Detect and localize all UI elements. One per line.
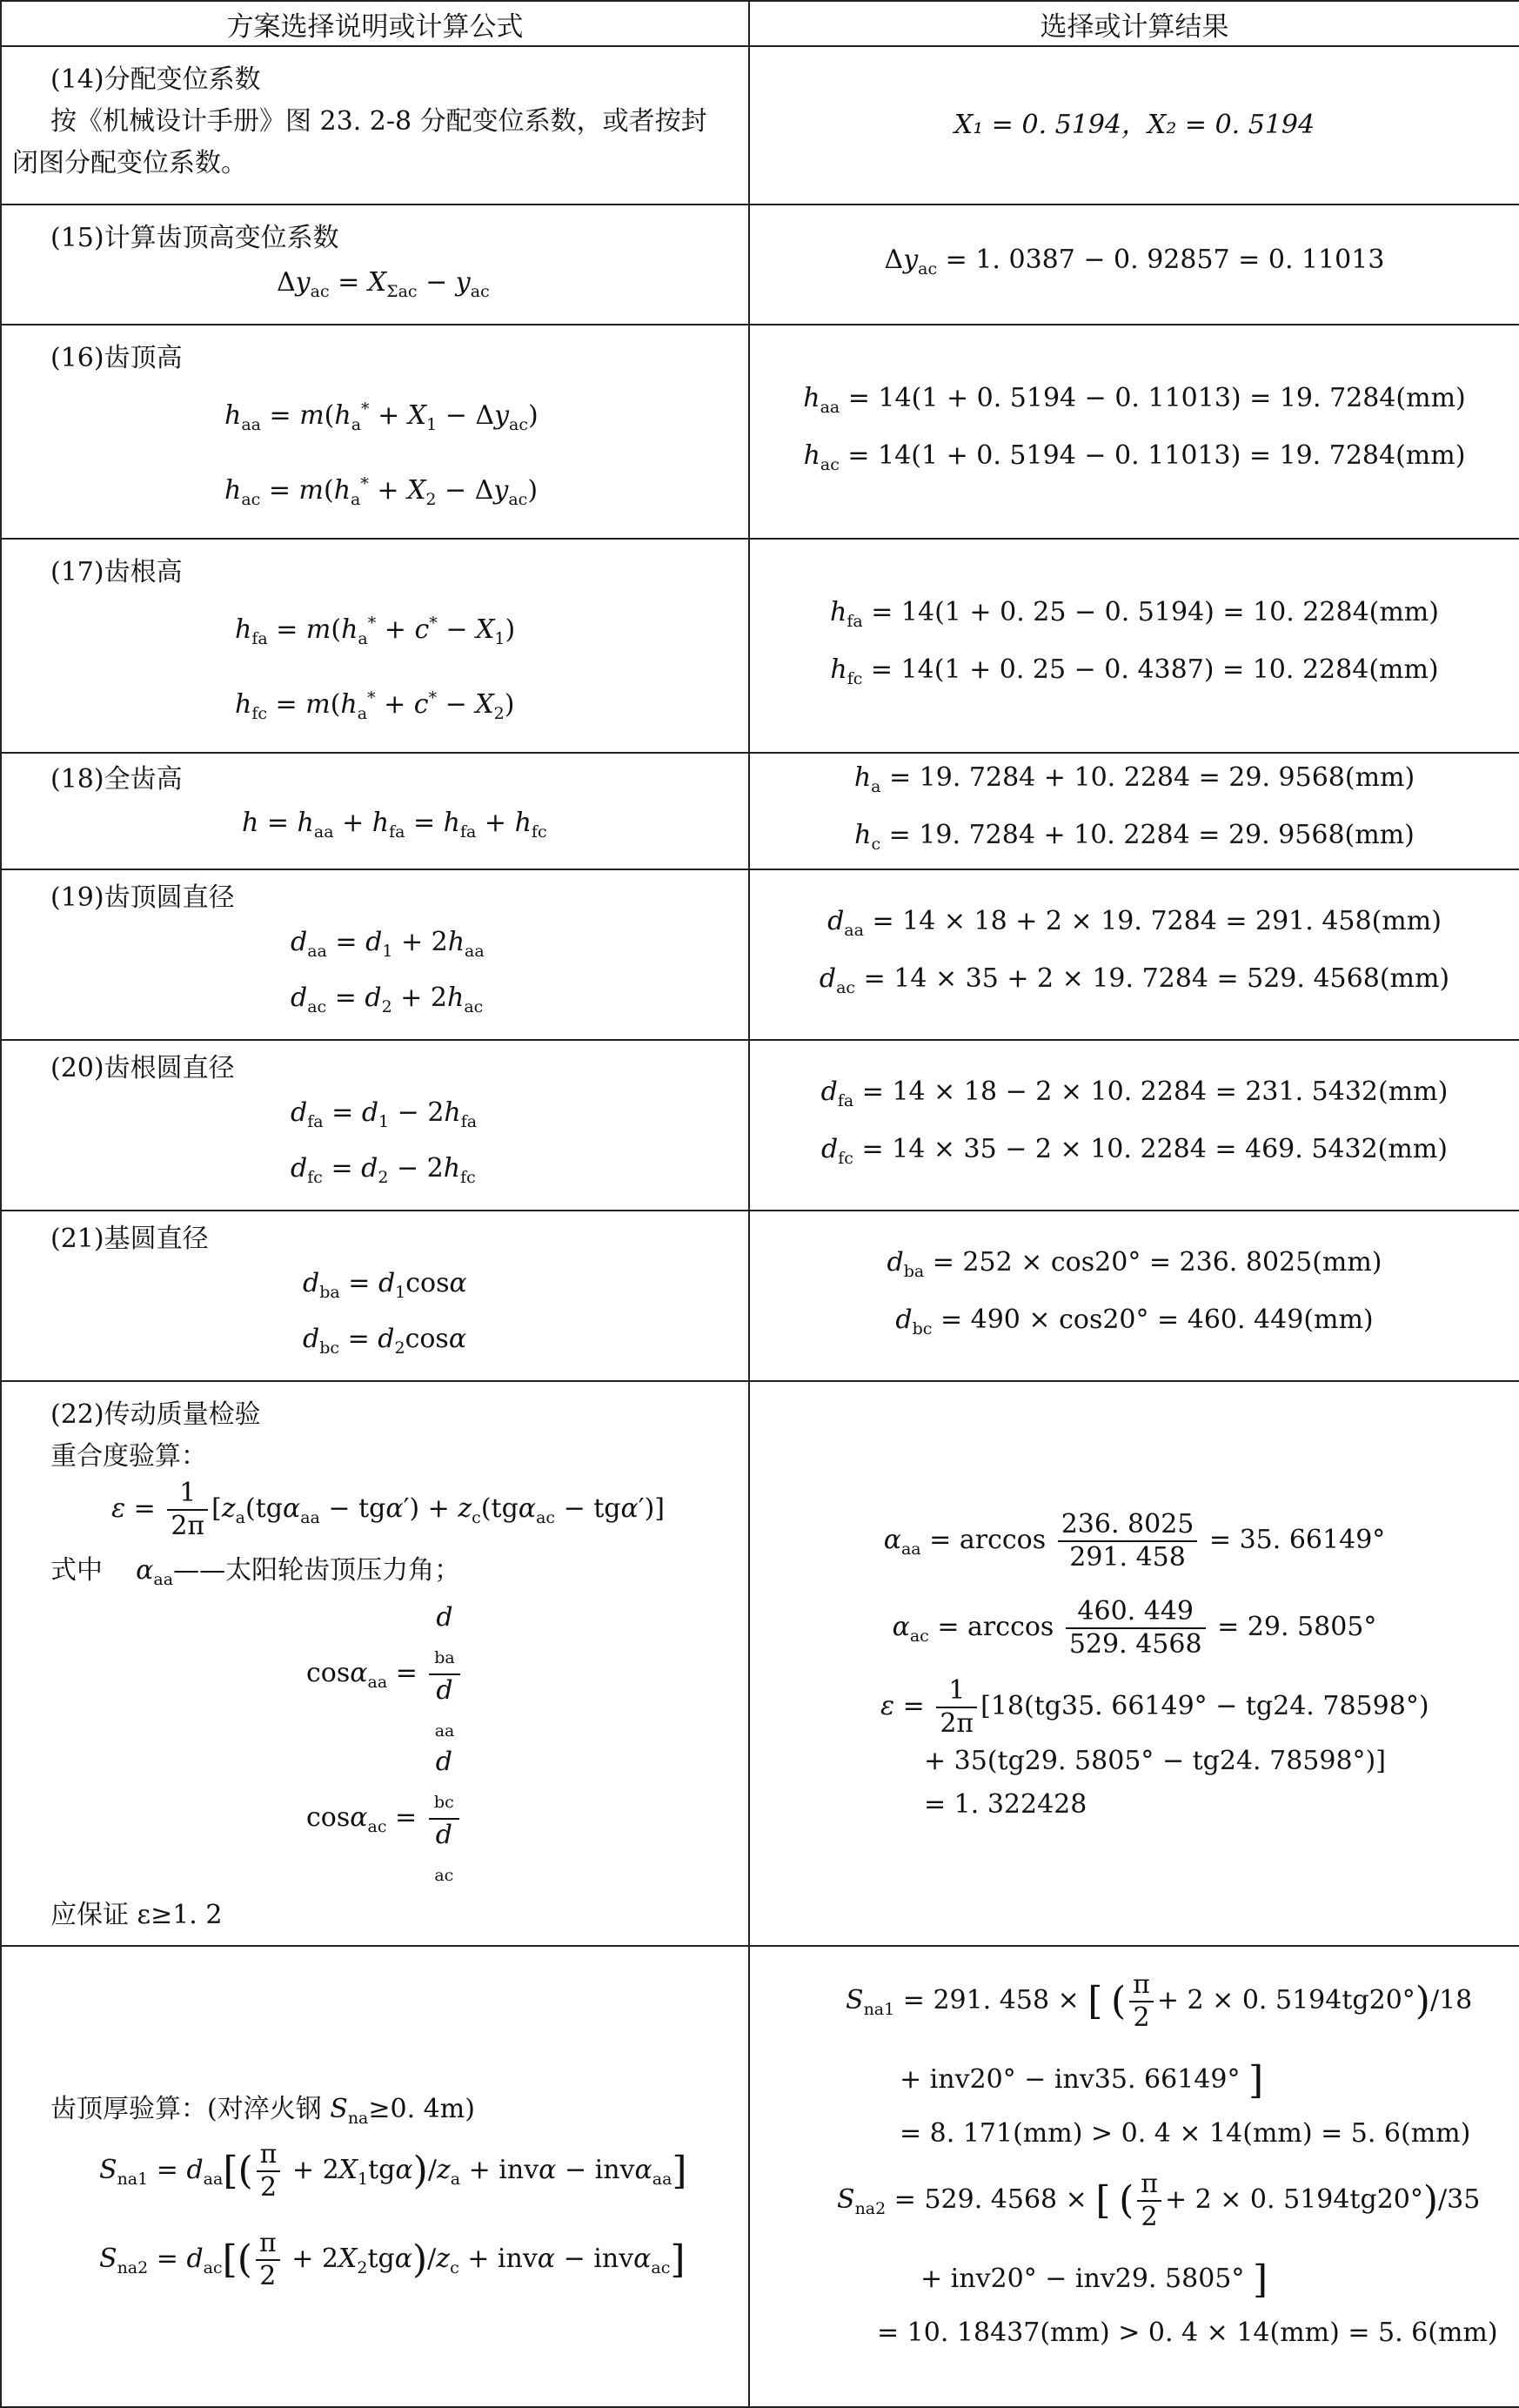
result-epsilon-2: + 35(tg29. 5805° − tg24. 78598°)] bbox=[924, 1745, 1386, 1776]
row-result: $\Delta y_{ac} = 1$. 0387 − 0. 92857 = 0. 11013 bbox=[884, 245, 1385, 278]
row-text: 按《机械设计手册》图 23. 2-8 分配变位系数，或者按封 bbox=[50, 106, 707, 137]
row-result: X₁ = 0. 5194，X₂ = 0. 5194 bbox=[954, 110, 1315, 140]
formula-hfa: $h_{fa} = m(h_a^* + c^* - X_1)$ bbox=[235, 614, 516, 648]
formula-dac: $d_{ac} = d_2 + 2h_{ac}$ bbox=[291, 983, 484, 1016]
formula-daa: $d_{aa} = d_1 + 2h_{aa}$ bbox=[291, 927, 485, 961]
result-sna2-2: + inv20° − inv29. 5805° ] bbox=[920, 2257, 1268, 2302]
formula-dfa: $d_{fa} = d_1 - 2h_{fa}$ bbox=[291, 1097, 478, 1131]
result-epsilon-3: = 1. 322428 bbox=[924, 1788, 1087, 1820]
result-dfc: $d_{fc} = 14 \times 35 - 2 \times 10$. 2284 = 469. 5432(mm) bbox=[821, 1134, 1448, 1168]
row-title: (21)基圆直径 bbox=[50, 1224, 209, 1254]
formula-cos-aa: cosα$_{aa}$ = d $_{ba}$ d $_{aa}$ bbox=[50, 1602, 748, 1747]
header-right: 选择或计算结果 bbox=[749, 1, 1519, 46]
row-title: 齿顶厚验算：(对淬火钢 $S_{na}\ge 0$. 4m) bbox=[50, 2094, 475, 2128]
row-15 bbox=[1, 205, 1519, 325]
row-title: (15)计算齿顶高变位系数 bbox=[50, 223, 339, 253]
row-14 bbox=[1, 46, 1519, 205]
row-16 bbox=[1, 325, 1519, 539]
formula-haa: $h_{aa} = m(h_a^* + X_1 - \Delta y_{ac})$ bbox=[224, 399, 539, 434]
header-left: 方案选择说明或计算公式 bbox=[1, 1, 749, 46]
formula-dfc: $d_{fc} = d_2 - 2h_{fc}$ bbox=[291, 1153, 476, 1187]
formula-cos-ac: cosα$_{ac}$ = d $_{bc}$ d $_{ac}$ bbox=[50, 1747, 748, 1891]
row-22 bbox=[1, 1381, 1519, 1946]
row-title: (22)传动质量检验 bbox=[50, 1399, 261, 1430]
row-tooth-thickness bbox=[1, 1946, 1519, 2407]
result-sna2-3: = 10. 18437(mm) > 0. 4 × 14(mm) = 5. 6(mm) bbox=[877, 2317, 1498, 2348]
row-title: (19)齿顶圆直径 bbox=[50, 882, 235, 913]
row-title: (17)齿根高 bbox=[50, 557, 183, 587]
row-title: (14)分配变位系数 bbox=[50, 64, 261, 95]
formula: $\Delta y_{ac} = X_{\Sigma ac} - y_{ac}$ bbox=[277, 267, 490, 301]
result-sna1-2: + inv20° − inv35. 66149° ] bbox=[900, 2058, 1264, 2103]
row-text: 闭图分配变位系数。 bbox=[12, 148, 247, 178]
result-sna1-3: = 8. 171(mm) > 0. 4 × 14(mm) = 5. 6(mm) bbox=[900, 2118, 1471, 2149]
result-alpha-aa: $\alpha_{aa} = \arccos$ $\frac{236. 8025}{291. 458}$ = 35. 66149° bbox=[883, 1508, 1386, 1573]
result-dba: $d_{ba} = 252 \times \cos 20^\circ = 236$. 8025(mm) bbox=[887, 1247, 1382, 1281]
formula-dba: $d_{ba} = d_1\cos\alpha$ bbox=[303, 1268, 467, 1302]
result-hfc: $h_{fc} = 14(1 + 0$. 25 − 0. 4387) = 10. 2284(mm) bbox=[830, 654, 1439, 688]
row-subtitle: 重合度验算： bbox=[50, 1441, 207, 1472]
result-sna2-1: $S_{na2} = 529$. 4568 × [ ( $\frac{\pi}{2}$ + 2 × 0. 5194tg20°)/35 bbox=[837, 2169, 1481, 2232]
formula-hfc: $h_{fc} = m(h_a^* + c^* - X_2)$ bbox=[235, 688, 515, 723]
formula-hac: $h_{ac} = m(h_a^* + X_2 - \Delta y_{ac})$ bbox=[224, 474, 539, 509]
result-epsilon-1: ε = $\frac{1}{2\pi}$ [18(tg35. 66149° − tg24. 78598°) bbox=[880, 1674, 1429, 1739]
result-alpha-ac: $\alpha_{ac} = \arccos$ $\frac{460. 449}{529. 4568}$ = 29. 5805° bbox=[892, 1595, 1377, 1660]
result-dbc: $d_{bc} = 490 \times \cos 20^\circ = 460$. 449(mm) bbox=[895, 1305, 1374, 1338]
alpha-description: 式中 $\alpha_{aa}——$太阳轮齿顶压力角； bbox=[50, 1555, 461, 1589]
row-title: (18)全齿高 bbox=[50, 764, 183, 795]
formula-sna2: $S_{na2} = d_{ac}$[( $\frac{\pi}{2}$ + $2X_2tg\alpha)/z_c + inv\alpha - inv\alpha_{ac}$] bbox=[99, 2228, 686, 2291]
result-haa: $h_{aa} = 14(1 + 0$. 5194 − 0. 11013) = 19. 7284(mm) bbox=[803, 383, 1466, 417]
formula-h: $h = h_{aa} + h_{fa} = h_{fa} + h_{fc}$ bbox=[242, 808, 547, 842]
formula-dbc: $d_{bc} = d_2\cos\alpha$ bbox=[303, 1324, 467, 1358]
row-20 bbox=[1, 1040, 1519, 1211]
result-dac: $d_{ac} = 14 \times 35 + 2 \times 19$. 7284 = 529. 4568(mm) bbox=[819, 963, 1450, 997]
formula-epsilon: ε = $\frac{1}{2\pi}$ $[z_a(tg\alpha_{aa} - tg\alpha') + z_c(tg\alpha_{ac} - tg\alpha')]$ bbox=[111, 1478, 665, 1541]
row-18 bbox=[1, 753, 1519, 869]
row-21 bbox=[1, 1211, 1519, 1381]
result-hac: $h_{ac} = 14(1 + 0$. 5194 − 0. 11013) = 19. 7284(mm) bbox=[803, 440, 1466, 474]
result-ha: $h_a = 19$. 7284 + 10. 2284 = 29. 9568(mm) bbox=[853, 762, 1415, 796]
row-title: (20)齿根圆直径 bbox=[50, 1053, 235, 1083]
result-hc: $h_c = 19$. 7284 + 10. 2284 = 29. 9568(mm) bbox=[854, 820, 1415, 854]
row-19 bbox=[1, 869, 1519, 1040]
condition: 应保证 ε≥1. 2 bbox=[50, 1900, 223, 1930]
result-sna1-1: $S_{na1} = 291$. 458 × [ ( $\frac{\pi}{2}$ + 2 × 0. 5194tg20°)/18 bbox=[846, 1969, 1473, 2033]
result-dfa: $d_{fa} = 14 \times 18 - 2 \times 10$. 2284 = 231. 5432(mm) bbox=[820, 1077, 1449, 1110]
result-hfa: $h_{fa} = 14(1 + 0$. 25 − 0. 5194) = 10. 2284(mm) bbox=[830, 597, 1439, 631]
row-17 bbox=[1, 539, 1519, 753]
formula-sna1: $S_{na1} = d_{aa}$[( $\frac{\pi}{2}$ + $2X_1tg\alpha)/z_a + inv\alpha - inv\alpha_{aa}$] bbox=[99, 2139, 687, 2203]
row-title: (16)齿顶高 bbox=[50, 343, 183, 373]
result-daa: $d_{aa} = 14 \times 18 + 2 \times 19$. 7284 = 291. 458(mm) bbox=[827, 906, 1442, 940]
